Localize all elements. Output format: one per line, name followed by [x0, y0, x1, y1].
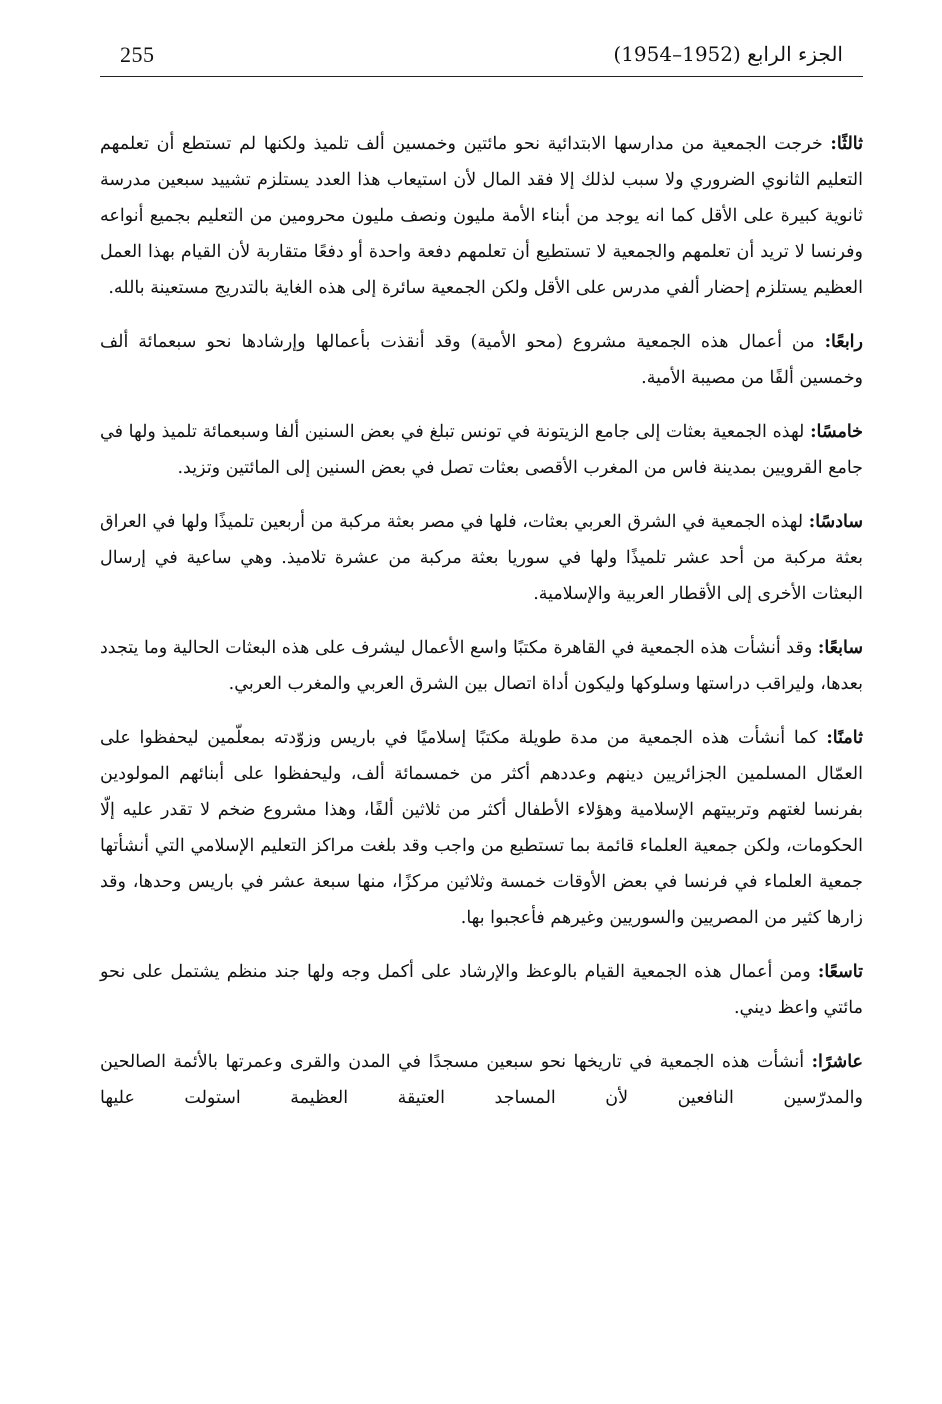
paragraph-text: ومن أعمال هذه الجمعية القيام بالوعظ والإرشاد على أكمل وجه ولها جند منظم يشتمل على نحو مائتي واعظ ديني. [100, 962, 863, 1018]
paragraph-text: خرجت الجمعية من مدارسها الابتدائية نحو مائتين وخمسين ألف تلميذ ولكنها لم تستطع أن تعلمهم التعليم الثانوي الضروري ولا سبب لذلك إلا فقد المال لأن استيعاب هذا العدد يستلزم تشييد سبعين مدرسة ثانوية كبيرة على الأقل كما انه يوجد من أبناء الأمة مليون ونصف مليون محرومين من التعليم بجميع أنواعه وفرنسا لا تريد أن تعلمهم والجمعية لا تستطيع أن تعلمهم دفعة واحدة أو دفعًا متقاربة لأن القيام بهذا العمل العظيم يستلزم إحضار ألفي مدرس على الأقل ولكن الجمعية سائرة إلى هذه الغاية بالتدريج مستعينة بالله. [100, 134, 863, 298]
header-divider [100, 76, 863, 77]
paragraph-fourth [100, 324, 863, 396]
paragraph-fifth [100, 414, 863, 486]
paragraph-ninth [100, 954, 863, 1026]
paragraph-lead: سادسًا: [808, 512, 863, 532]
paragraph-lead: سابعًا: [817, 638, 863, 658]
paragraph-text: لهذه الجمعية بعثات إلى جامع الزيتونة في تونس تبلغ في بعض السنين ألفا وسبعمائة تلميذ ولها في جامع القرويين بمدينة فاس من المغرب الأقصى بعثات تصل في بعض السنين إلى المائتين وتزيد. [100, 422, 863, 478]
paragraph-text: وقد أنشأت هذه الجمعية في القاهرة مكتبًا واسع الأعمال ليشرف على هذه البعثات الحالية وما يتجدد بعدها، وليراقب دراستها وسلوكها وليكون أداة اتصال بين الشرق العربي والمغرب العربي. [100, 638, 863, 694]
paragraph-seventh [100, 630, 863, 702]
paragraph-lead: ثامنًا: [826, 728, 863, 748]
paragraph-text: من أعمال هذه الجمعية مشروع (محو الأمية) وقد أنقذت بأعمالها وإرشادها نحو سبعمائة ألف وخمسين ألفًا من مصيبة الأمية. [100, 332, 863, 388]
paragraph-lead: ثالثًا: [830, 134, 863, 154]
paragraph-eighth [100, 720, 863, 936]
book-page [100, 30, 863, 1134]
paragraph-lead: خامسًا: [810, 422, 863, 442]
paragraph-lead: رابعًا: [824, 332, 863, 352]
paragraph-text: لهذه الجمعية في الشرق العربي بعثات، فلها في مصر بعثة مركبة من أربعين تلميذًا ولها في العراق بعثة مركبة من أحد عشر تلميذًا ولها في سوريا بعثة مركبة من عشرة تلاميذ. وهي ساعية في إرسال البعثات الأخرى إلى الأقطار العربية والإسلامية. [100, 512, 863, 604]
page-header [100, 30, 863, 78]
paragraph-sixth [100, 504, 863, 612]
paragraph-lead: تاسعًا: [817, 962, 863, 982]
page-number: 255 [120, 42, 155, 67]
paragraph-text: أنشأت هذه الجمعية في تاريخها نحو سبعين مسجدًا في المدن والقرى وعمرتها بالأئمة الصالحين والمدرّسين النافعين لأن المساجد العتيقة العظيمة استولت عليها [100, 1052, 863, 1108]
paragraph-lead: عاشرًا: [811, 1052, 863, 1072]
paragraph-tenth [100, 1044, 863, 1116]
running-head: الجزء الرابع (1952–1954) [613, 42, 843, 66]
page-body [100, 126, 863, 1116]
paragraph-text: كما أنشأت هذه الجمعية من مدة طويلة مكتبًا إسلاميًا في باريس وزوّدته بمعلّمين ليحفظوا على العمّال المسلمين الجزائريين دينهم وعددهم أكثر من خمسمائة ألف، وليحفظوا على أبنائهم المولودين بفرنسا لغتهم وتربيتهم الإسلامية وهؤلاء الأطفال أكثر من ثلاثين ألفًا، وهذا مشروع ضخم لا تقدر عليه إلّا الحكومات، ولكن جمعية العلماء قائمة بما تستطيع من واجب وقد بلغت مراكز التعليم الإسلامي التي أنشأتها جمعية العلماء في فرنسا في بعض الأوقات خمسة وثلاثين مركزًا، منها سبعة عشر في باريس وحدها، وقد زارها كثير من المصريين والسوريين وغيرهم فأعجبوا بها. [100, 728, 863, 928]
paragraph-third [100, 126, 863, 306]
